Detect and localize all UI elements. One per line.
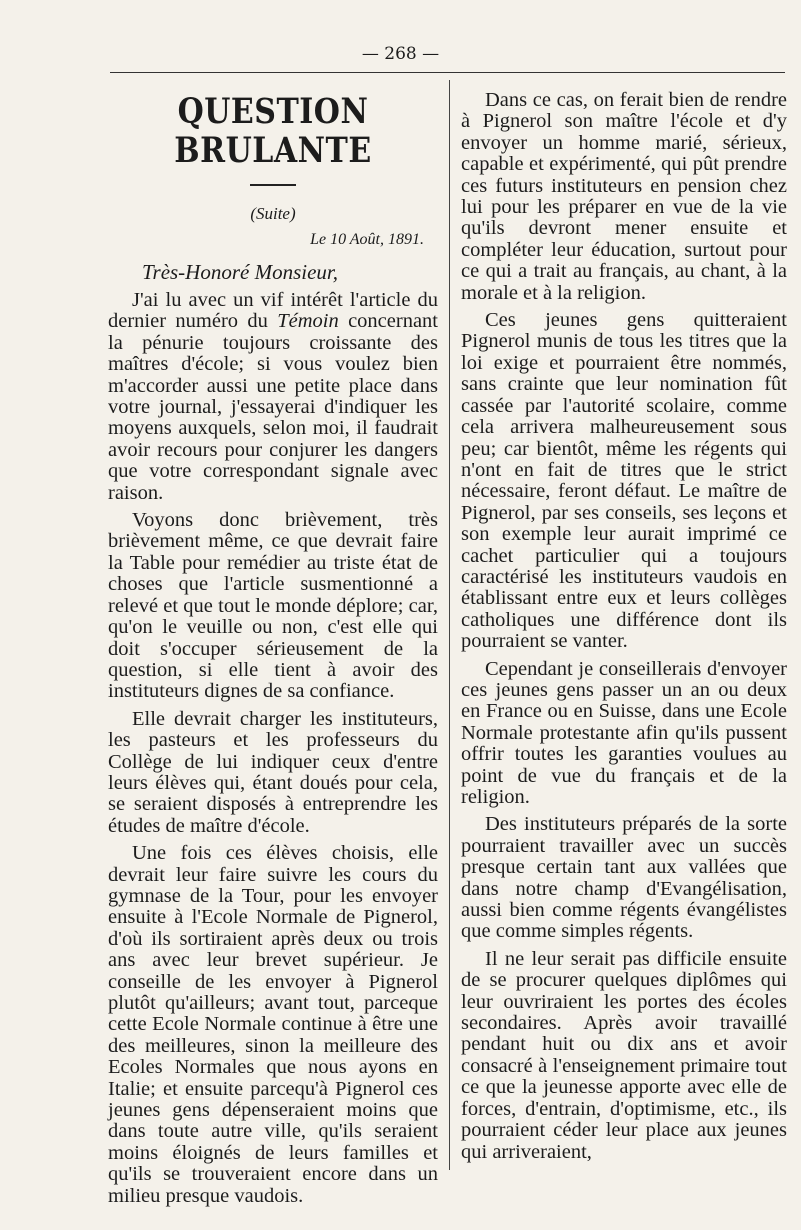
paragraph: Dans ce cas, on ferait bien de rendre à Pignerol son maître l'école et d'y envoyer un homme marié, sérieux, capable et expérimenté, qui pût prendre ces futurs instituteurs en pension chez lui pour les préparer en vue de la vie qu'ils devront mener ensuite et compléter leur éducation, surtout pour ce qui a trait au français, au chant, à la morale et à la religion. (461, 89, 787, 304)
paragraph: Ces jeunes gens quitteraient Pignerol munis de tous les titres que la loi exige et pourraient être nommés, sans crainte que leur nomination fût cassée par l'autorité scolaire, comme cela arrivera malheureusement sous peu; car bientôt, même les régents qui n'ont en fait de titres que le strict nécessaire, feront défaut. Le maître de Pignerol, par ses conseils, ses leçons et son exemple leur aurait imprimé ce cachet particulier qui a toujours caractérisé les instituteurs vaudois en établissant entre eux et leurs collèges catholiques une différence dont ils pourraient se vanter. (461, 309, 787, 653)
left-column (108, 90, 438, 1213)
paragraph: Cependant je conseillerais d'envoyer ces jeunes gens passer un an ou deux en France ou en Suisse, dans une Ecole Normale protestante afin qu'ils pussent offrir toutes les garanties voulues au point de vue du français et de la religion. (461, 657, 787, 808)
paragraph: Une fois ces élèves choisis, elle devrait leur faire suivre les cours du gymnase de la Tour, pour les envoyer ensuite à l'Ecole Normale de Pignerol, d'où ils sortiraient après deux ou trois ans avec leur brevet supérieur. Je conseille de les envoyer à Pignerol plutôt qu'ailleurs; avant tout, parceque cette Ecole Normale continue à être une des meilleures, sinon la meilleure des Ecoles Normales que nous ayons en Italie; et ensuite parcequ'à Pignerol ces jeunes gens dépenseraient moins que dans toute autre ville, qu'ils seraient moins éloignés de leurs familles et qu'ils se trouveraient encore dans un milieu presque vaudois. (108, 842, 438, 1207)
letter-salutation: Très-Honoré Monsieur, (142, 260, 339, 284)
paragraph (108, 290, 438, 504)
paragraph-text: concernant la pénurie toujours croissante des maîtres d'école; si vous voulez bien m'accorder aussi une petite place dans votre journal, j'essayerai d'indiquer les moyens auxquels, selon moi, il faudrait avoir recours pour conjurer les dangers que votre correspondant signale avec raison. (108, 310, 439, 504)
article-title: QUESTION BRULANTE (174, 91, 372, 172)
letter-date: Le 10 Août, 1891. (310, 231, 424, 248)
paragraph-text: J'ai lu avec un vif intérêt l'article du dernier numéro du (108, 289, 438, 333)
page-number: — 268 — (361, 44, 440, 64)
paragraph: Des instituteurs préparés de la sorte pourraient travailler avec un succès presque certain tant aux vallées que dans notre champ d'Evangélisation, aussi bien comme régents évangélistes que comme simples régents. (461, 813, 787, 943)
article-subtitle: (Suite) (250, 204, 296, 223)
header-rule (110, 72, 785, 73)
journal-name: Témoin (277, 310, 339, 333)
title-rule (250, 184, 296, 186)
right-column (461, 90, 787, 1169)
paragraph: Il ne leur serait pas difficile ensuite de se procurer quelques diplômes qui leur ouvriraient les portes des écoles secondaires. Après avoir travaillé pendant huit ou dix ans et avoir consacré à l'enseignement primaire tout ce que la jeunesse apporte avec elle de forces, d'entrain, d'optimisme, etc., ils pourraient céder leur place aux jeunes qui arriveraient, (461, 947, 787, 1163)
paragraph: Elle devrait charger les instituteurs, les pasteurs et les professeurs du Collège de lui indiquer ceux d'entre leurs élèves qui, étant doués pour cela, se seraient disposés à entreprendre les études de maître d'école. (108, 707, 438, 837)
column-divider (449, 80, 450, 1170)
paragraph: Voyons donc brièvement, très brièvement même, ce que devrait faire la Table pour remédier au triste état de choses que l'article susmentionné a relevé et que tout le monde déplore; car, qu'on le veuille ou non, c'est elle qui doit s'occuper sérieusement de la question, si elle tient à avoir des instituteurs dignes de sa confiance. (108, 509, 438, 703)
